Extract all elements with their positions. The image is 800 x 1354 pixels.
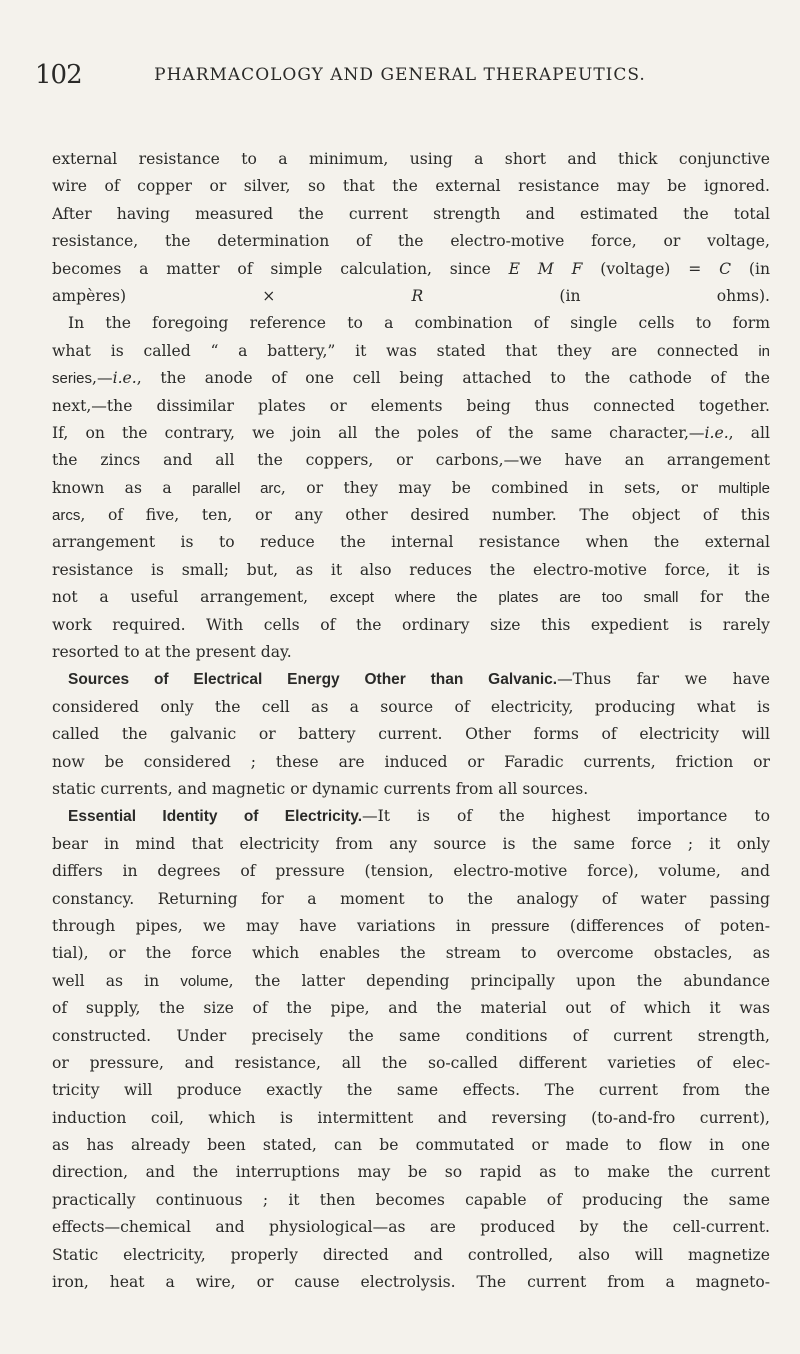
- text-line: [52, 1077, 770, 1104]
- text-run: what is called “ a battery,” it was stated that they are connected: [52, 341, 759, 360]
- text-run: known as a: [52, 478, 193, 497]
- text-run: resistance, the determination of the electro-motive force, or voltage,: [52, 232, 770, 251]
- text-line: [52, 584, 770, 611]
- text-run: , the anode of one cell being attached to the cathode of the: [136, 369, 770, 388]
- text-line: [52, 968, 770, 995]
- text-line: [52, 1159, 770, 1186]
- text-run: work required. With cells of the ordinary size this expedient is rarely: [52, 615, 770, 634]
- text-line: [52, 721, 770, 748]
- text-line: [52, 529, 770, 556]
- text-run: external resistance to a minimum, using a short and thick conjunctive: [52, 150, 770, 168]
- text-run: arrangement is to reduce the internal resistance when the external: [52, 533, 770, 552]
- text-line: [52, 1187, 770, 1214]
- text-line: [52, 1242, 770, 1269]
- text-run: direction, and the interruptions may be so rapid as to make the current: [52, 1163, 770, 1182]
- emphasis-run: pressure: [491, 917, 550, 935]
- emphasis-run: C: [719, 259, 732, 278]
- text-line: [52, 1105, 770, 1132]
- text-line: [52, 502, 770, 529]
- text-run: static currents, and magnetic or dynamic currents from all sources.: [52, 779, 589, 798]
- text-line: [52, 803, 770, 830]
- text-line: [52, 1269, 770, 1296]
- text-line: [52, 338, 770, 365]
- text-line: [52, 393, 770, 420]
- text-line: [52, 776, 770, 803]
- text-run: constructed. Under precisely the same conditions of current strength,: [52, 1026, 770, 1045]
- emphasis-run: parallel arc: [192, 479, 281, 497]
- text-run: Static electricity, properly directed and controlled, also will magnetize: [52, 1245, 770, 1264]
- text-line: [52, 146, 770, 173]
- text-run: effects—chemical and physiological—as are produced by the cell-current.: [52, 1218, 770, 1237]
- text-line: [52, 1132, 770, 1159]
- emphasis-run: R: [411, 286, 424, 305]
- emphasis-run: arcs: [52, 507, 81, 525]
- text-run: , the latter depending principally upon the abundance: [228, 971, 770, 990]
- text-line: [52, 831, 770, 858]
- text-run: becomes a matter of simple calculation, since: [52, 259, 509, 278]
- section-heading: Essential Identity of Electricity.: [68, 808, 363, 826]
- text-line: [52, 557, 770, 584]
- text-run: bear in mind that electricity from any source is the same force ; it only: [52, 834, 770, 853]
- text-run: resistance is small; but, as it also reduces the electro-motive force, it is: [52, 560, 770, 579]
- text-line: [52, 173, 770, 200]
- text-line: [52, 228, 770, 255]
- text-run: as has already been stated, can be commutated or made to flow in one: [52, 1136, 770, 1155]
- text-run: (voltage) =: [582, 259, 720, 278]
- running-head: PHARMACOLOGY AND GENERAL THERAPEUTICS.: [154, 65, 646, 85]
- text-line: [52, 1214, 770, 1241]
- text-run: practically continuous ; it then becomes capable of producing the same: [52, 1190, 770, 1209]
- text-line: [52, 995, 770, 1022]
- emphasis-run: i.e.: [112, 369, 137, 388]
- text-line: [52, 694, 770, 721]
- text-run: not a useful arrangement,: [52, 588, 330, 607]
- text-line: [52, 886, 770, 913]
- text-run: for the: [678, 588, 770, 607]
- text-run: , or they may be combined in sets, or: [280, 478, 719, 497]
- emphasis-run: except where the plates are too small: [329, 589, 679, 607]
- text-line: [52, 666, 770, 693]
- emphasis-run: series: [52, 370, 93, 388]
- text-run: —Thus far we have: [557, 670, 770, 689]
- text-line: [52, 858, 770, 885]
- text-run: tricity will produce exactly the same effects. The current from the: [52, 1081, 770, 1100]
- emphasis-run: E M F: [508, 259, 583, 278]
- text-run: now be considered ; these are induced or Faradic currents, friction or: [52, 752, 770, 771]
- text-run: resorted to at the present day.: [52, 643, 292, 662]
- text-run: called the galvanic or battery current. Other forms of electricity will: [52, 725, 770, 744]
- text-line: [52, 913, 770, 940]
- text-run: induction coil, which is intermittent and reversing (to-and-fro current),: [52, 1108, 770, 1127]
- text-line: [52, 749, 770, 776]
- text-run: well as in: [52, 971, 181, 990]
- text-run: the zincs and all the coppers, or carbons,—we have an arrangement: [52, 451, 770, 470]
- text-run: iron, heat a wire, or cause electrolysis. The current from a magneto-: [52, 1273, 770, 1292]
- text-run: After having measured the current strength and estimated the total: [52, 204, 770, 223]
- page-number: 102: [35, 60, 82, 90]
- text-line: [52, 940, 770, 967]
- text-run: of supply, the size of the pipe, and the material out of which it was: [52, 999, 770, 1018]
- text-run: , all: [728, 423, 770, 442]
- text-line: [52, 475, 770, 502]
- text-run: (in ohms).: [423, 286, 770, 305]
- text-line: [52, 256, 770, 283]
- text-run: differs in degrees of pressure (tension, electro-motive force), volume, and: [52, 862, 770, 881]
- text-run: ampères) ×: [52, 286, 412, 305]
- text-run: ,—: [92, 369, 113, 388]
- emphasis-run: volume: [180, 972, 229, 990]
- text-line: [52, 639, 770, 666]
- text-line: [52, 365, 770, 392]
- text-run: (in: [731, 259, 770, 278]
- emphasis-run: multiple: [718, 479, 770, 497]
- text-run: In the foregoing reference to a combination of single cells to form: [68, 314, 770, 333]
- text-run: next,—the dissimilar plates or elements being thus connected together.: [52, 396, 770, 415]
- text-line: [52, 612, 770, 639]
- emphasis-run: i.e.: [704, 423, 729, 442]
- text-line: [52, 420, 770, 447]
- text-run: constancy. Returning for a moment to the analogy of water passing: [52, 889, 770, 908]
- text-line: [52, 1023, 770, 1050]
- text-run: through pipes, we may have variations in: [52, 916, 492, 935]
- text-run: tial), or the force which enables the stream to overcome obstacles, as: [52, 944, 770, 963]
- page-header: [35, 60, 765, 94]
- text-run: wire of copper or silver, so that the external resistance may be ignored.: [52, 177, 770, 196]
- text-line: [52, 283, 770, 310]
- section-heading: Sources of Electrical Energy Other than Galvanic.: [68, 671, 558, 689]
- text-line: [52, 1050, 770, 1077]
- text-run: If, on the contrary, we join all the poles of the same character,—: [52, 423, 705, 442]
- emphasis-run: in: [758, 342, 770, 360]
- text-run: —It is of the highest importance to: [362, 807, 770, 826]
- text-run: (differences of poten-: [549, 916, 770, 935]
- text-line: [52, 447, 770, 474]
- body-text: [52, 146, 770, 1296]
- text-run: considered only the cell as a source of electricity, producing what is: [52, 697, 770, 716]
- text-line: [52, 201, 770, 228]
- text-run: , of five, ten, or any other desired number. The object of this: [80, 506, 770, 525]
- text-run: or pressure, and resistance, all the so-called different varieties of elec-: [52, 1053, 770, 1072]
- text-line: [52, 310, 770, 337]
